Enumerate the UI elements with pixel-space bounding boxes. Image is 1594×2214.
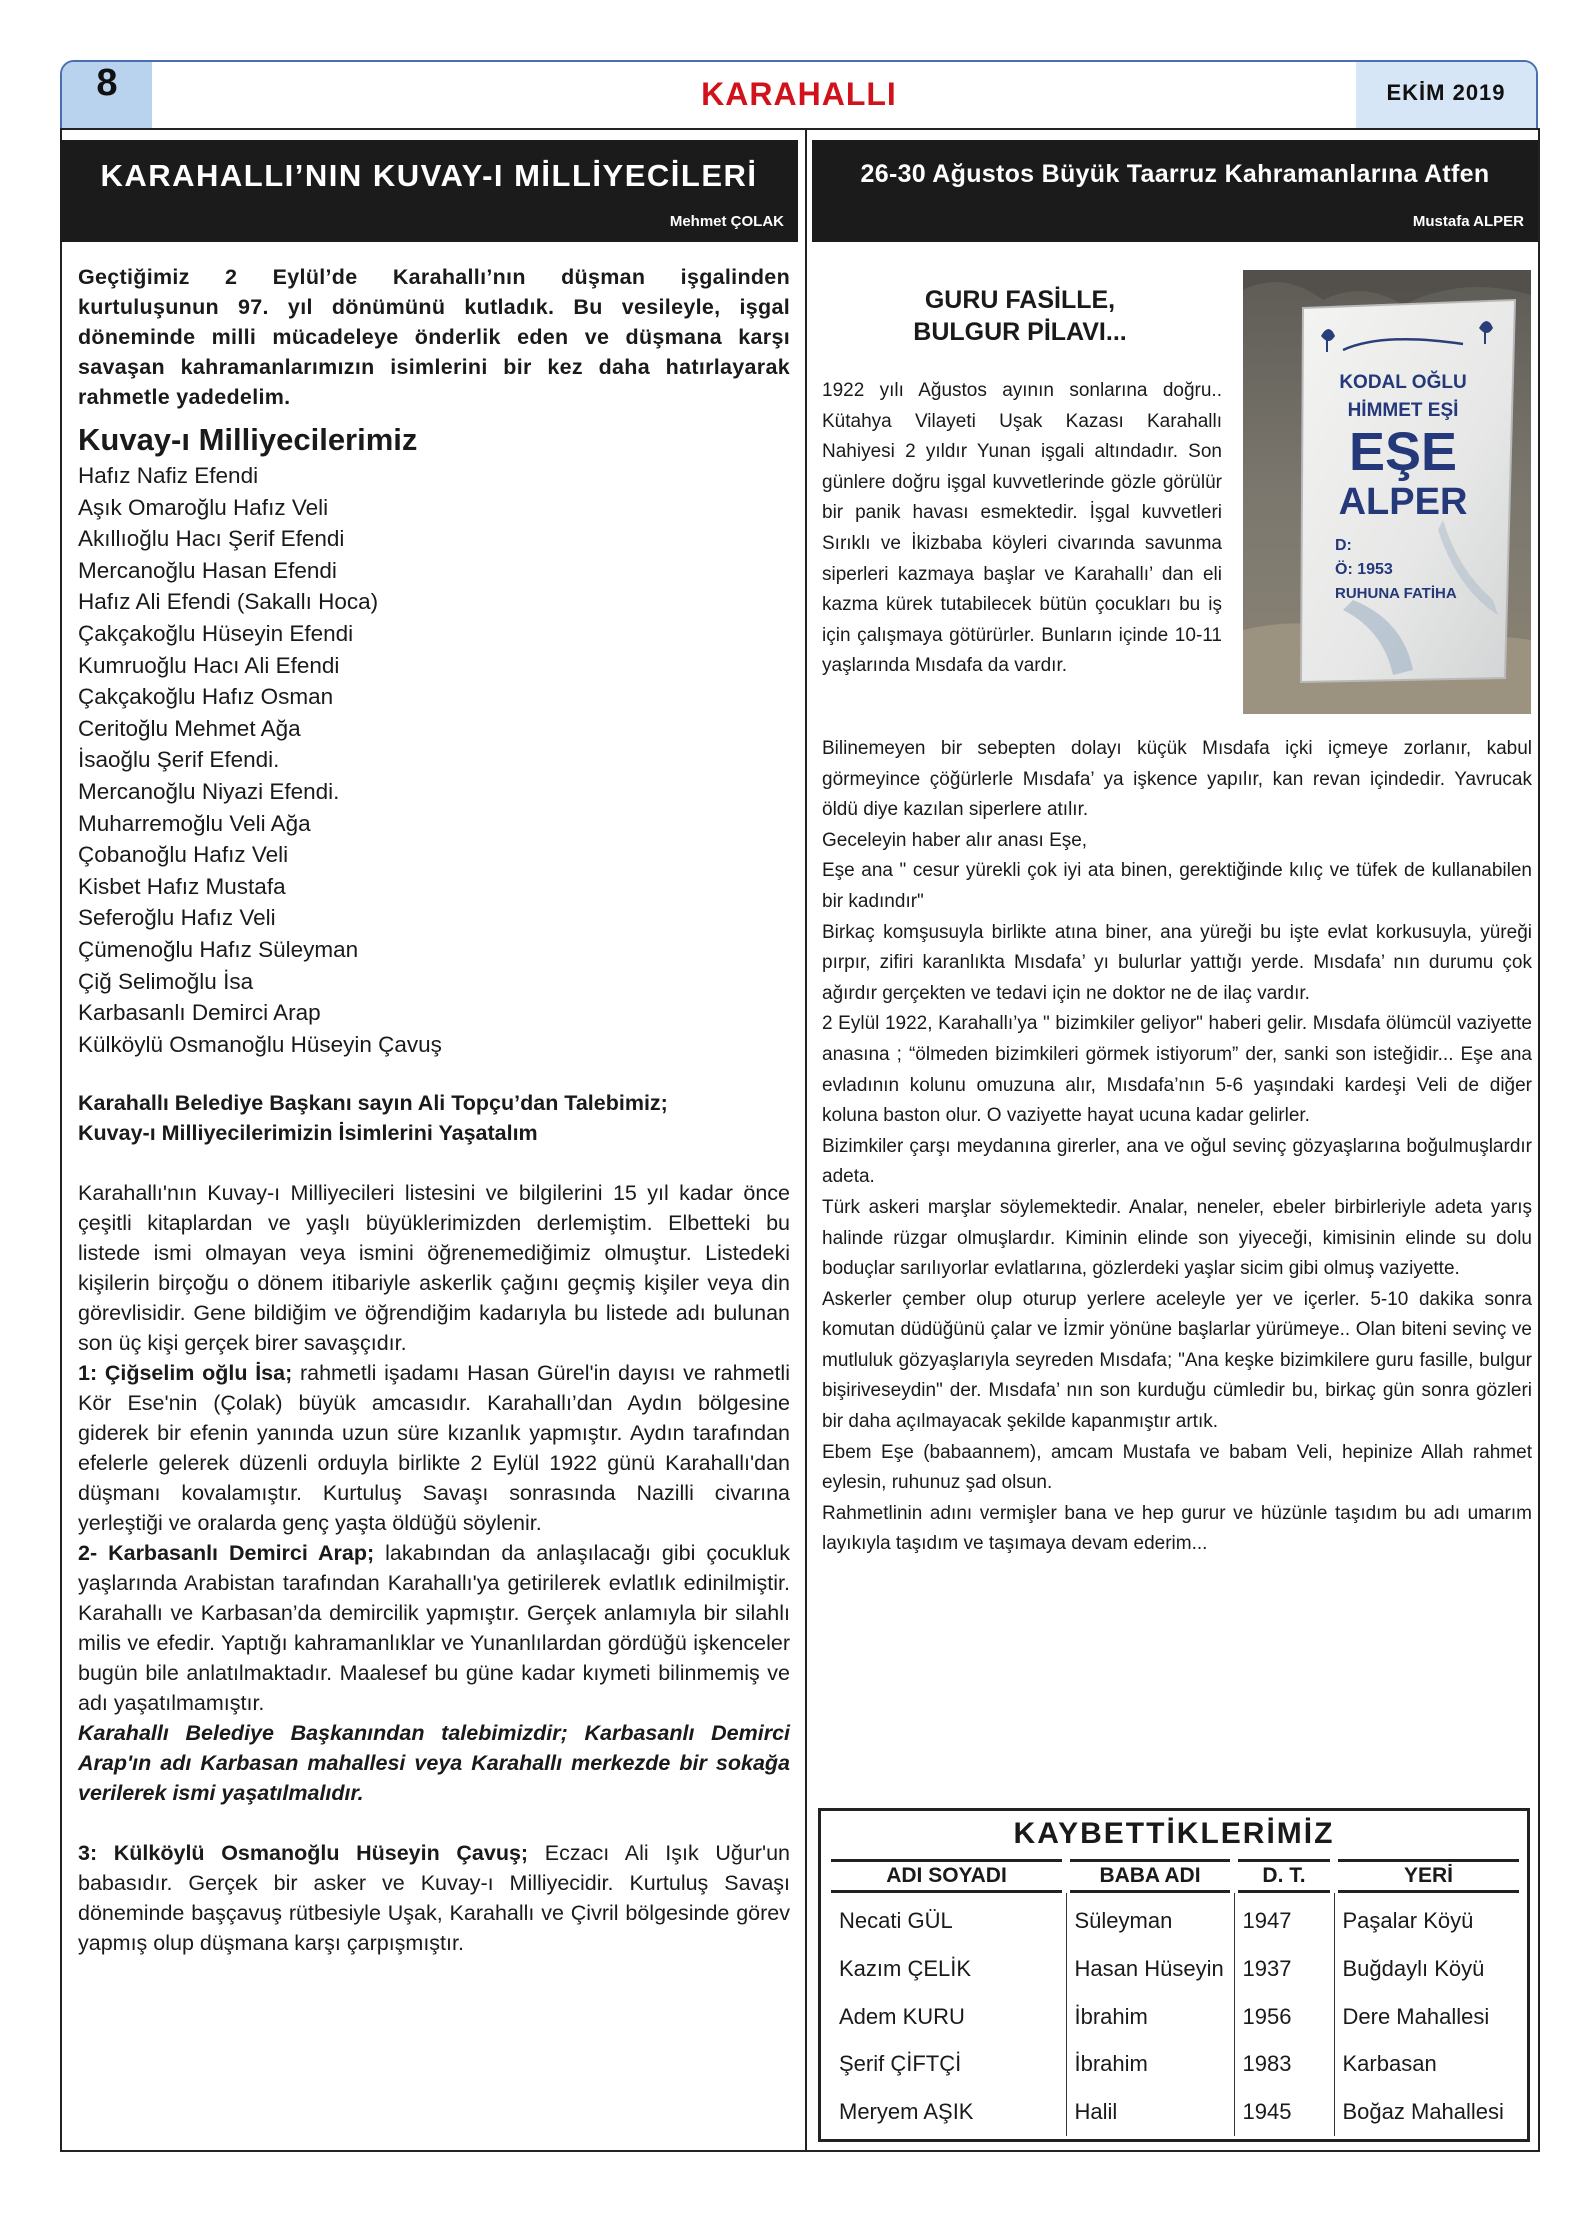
table-cell: 1947 bbox=[1234, 1892, 1334, 1945]
left-article-title: KARAHALLI’NIN KUVAY-I MİLLİYECİLERİ bbox=[100, 158, 758, 193]
table-cell: Dere Mahallesi bbox=[1334, 1993, 1519, 2041]
story-title-line-2: BULGUR PİLAVI... bbox=[913, 318, 1127, 346]
list-item: Hafız Ali Efendi (Sakallı Hoca) bbox=[78, 589, 379, 615]
item-2 bbox=[78, 1538, 790, 1718]
stone-line-5: D: bbox=[1335, 537, 1352, 554]
item-2-request-text: Karahallı Belediye Başkanından talebimizdir; Karbasanlı Demirci Arap'ın adı Karbasan mahallesi veya Karahallı merkezde bir sokağa verilerek ismi yaşatılmalıdır. bbox=[78, 1721, 790, 1806]
list-item: Hafız Nafiz Efendi bbox=[78, 463, 259, 488]
list-item: Mercanoğlu Niyazi Efendi. bbox=[78, 778, 340, 804]
item-3-label: 3: Külköylü Osmanoğlu Hüseyin Çavuş; bbox=[78, 1841, 529, 1866]
request-heading bbox=[78, 1088, 790, 1148]
story-paragraph: Birkaç komşusuyla birlikte atına biner, ana yüreği bu işte evlat korkusuyla, yüreği pırpır, zifiri karanlıkta Mısdafa’ yı bulurlar yattığı yerde. Mısdafa’ nın durumu çok ağırdır gerçekten ve tedavi için ne doktor ne de ilaç vardır. bbox=[822, 921, 1532, 1004]
story-title-line-1: GURU FASİLLE, bbox=[924, 286, 1116, 314]
list-item: İsaoğlu Şerif Efendi. bbox=[78, 747, 280, 773]
left-article-author: Mehmet ÇOLAK bbox=[669, 213, 784, 230]
losses-header-cell: YERİ bbox=[1334, 1861, 1519, 1892]
stone-line-6: Ö: 1953 bbox=[1335, 561, 1393, 578]
losses-table-body bbox=[831, 1892, 1519, 2136]
table-cell: Paşalar Köyü bbox=[1334, 1892, 1519, 1945]
table-cell: 1983 bbox=[1234, 2040, 1334, 2088]
table-cell: Hasan Hüseyin bbox=[1066, 1945, 1234, 1993]
names-list bbox=[78, 460, 790, 1060]
right-article-banner bbox=[812, 140, 1538, 242]
losses-box bbox=[818, 1808, 1530, 2142]
table-cell: Buğdaylı Köyü bbox=[1334, 1945, 1519, 1993]
table-cell: Boğaz Mahallesi bbox=[1334, 2088, 1519, 2136]
right-article-author: Mustafa ALPER bbox=[1412, 213, 1524, 230]
table-cell: 1956 bbox=[1234, 1993, 1334, 2041]
page-header bbox=[60, 60, 1538, 130]
list-item: Muharremoğlu Veli Ağa bbox=[78, 810, 311, 836]
table-cell: Adem KURU bbox=[839, 2003, 965, 2029]
table-cell: Kazım ÇELİK bbox=[839, 1955, 972, 1981]
list-item: Seferoğlu Hafız Veli bbox=[78, 905, 276, 931]
table-cell: 1937 bbox=[1234, 1945, 1334, 1993]
story-lead: 1922 yılı Ağustos ayının sonlarına doğru.. Kütahya Vilayeti Uşak Kazası Karahallı Nahiyesi 2 yıldır Yunan işgali altındadır. Son günlere doğru işgal kuvvetlerinde gözle görülür bir panik havası esmektedir. İşgal kuvvetleri Sırıklı ve İkizbaba köyleri civarında savunma siperleri kazmaya başlar ve Karahallı’ dan eli kazma kürek tutabilecek bütün çocukları bu iş için çalışmaya götürürler. Bunların içinde 10-11 yaşlarında Mısdafa da vardır. bbox=[822, 380, 1222, 677]
table-cell: Karbasan bbox=[1334, 2040, 1519, 2088]
item-2-request bbox=[78, 1718, 790, 1808]
table-row bbox=[831, 2040, 1519, 2088]
left-article-intro: Geçtiğimiz 2 Eylül’de Karahallı’nın düşman işgalinden kurtuluşunun 97. yıl dönümünü kutladık. Bu vesileyle, işgal döneminde milli mücadeleye önderlik eden ve düşmana karşı savaşan kahramanlarımızın isimlerini bir kez daha hatırlayarak rahmetle yadedelim. bbox=[78, 265, 790, 409]
losses-title: KAYBETTİKLERİMİZ bbox=[1013, 1817, 1335, 1850]
left-article-body bbox=[78, 262, 790, 1958]
table-cell: İbrahim bbox=[1066, 2040, 1234, 2088]
list-item: Çümenoğlu Hafız Süleyman bbox=[78, 936, 359, 962]
issue-date: EKİM 2019 bbox=[1386, 80, 1506, 105]
list-item: Karbasanlı Demirci Arap bbox=[78, 1000, 321, 1026]
item-3-text: Eczacı Ali Işık Uğur'un babasıdır. Gerçek bir asker ve Kuvay-ı Milliyecidir. Kurtuluş Savaşı döneminde başçavuş rütbesiyle Uşak, Karahallı ve Çivril bölgesinde görev yapmış olup düşmana karşı çarpışmıştır. bbox=[78, 1841, 790, 1956]
table-cell: Meryem AŞIK bbox=[839, 2099, 974, 2125]
list-item: Külköylü Osmanoğlu Hüseyin Çavuş bbox=[78, 1031, 442, 1057]
item-2-label: 2- Karbasanlı Demirci Arap; bbox=[78, 1541, 375, 1566]
story-paragraph: Rahmetlinin adını vermişler bana ve hep gurur ve hüzünle taşıdım bu adı umarım layıkıyla taşıdım ve taşımaya devam ederim... bbox=[822, 1502, 1532, 1555]
column-divider bbox=[805, 128, 807, 2152]
story-title bbox=[820, 284, 1220, 348]
item-1 bbox=[78, 1358, 790, 1538]
list-item: Akıllıoğlu Hacı Şerif Efendi bbox=[78, 526, 345, 552]
table-cell: Süleyman bbox=[1066, 1892, 1234, 1945]
page-number: 8 bbox=[96, 62, 118, 104]
table-row bbox=[831, 1993, 1519, 2041]
list-item: Çiğ Selimoğlu İsa bbox=[78, 968, 254, 994]
list-item: Çakçakoğlu Hafız Osman bbox=[78, 684, 334, 710]
story-paragraph: Ebem Eşe (babaannem), amcam Mustafa ve babam Veli, hepinize Allah rahmet eylesin, ruhunuz şad olsun. bbox=[822, 1441, 1532, 1494]
list-item: Aşık Omaroğlu Hafız Veli bbox=[78, 494, 329, 520]
table-cell: 1945 bbox=[1234, 2088, 1334, 2136]
left-article-banner bbox=[60, 140, 798, 242]
list-item: Çakçakoğlu Hüseyin Efendi bbox=[78, 620, 354, 646]
losses-header-cell: BABA ADI bbox=[1066, 1861, 1234, 1892]
table-cell: Halil bbox=[1066, 2088, 1234, 2136]
story-paragraph: 2 Eylül 1922, Karahallı’ya " bizimkiler geliyor" haberi gelir. Mısdafa ölümcül vaziyette anasına ; “ölmeden bizimkileri görmek istiyorum” der, sanki son isteğidir... Eşe ana evladının kolunu omuzuna alır, Mısdafa’nın 5-6 yaşındaki kardeşi Veli de diğer koluna baston olur. O vaziyette hayat ucuna kadar gelirler. bbox=[822, 1013, 1532, 1127]
story-paragraph: Geceleyin haber alır anası Eşe, bbox=[822, 829, 1088, 851]
table-row bbox=[831, 2088, 1519, 2136]
list-item: Çobanoğlu Hafız Veli bbox=[78, 842, 289, 868]
table-row bbox=[831, 1945, 1519, 1993]
stone-line-7: RUHUNA FATİHA bbox=[1335, 585, 1457, 602]
losses-header-cell: ADI SOYADI bbox=[831, 1861, 1066, 1892]
item-3 bbox=[78, 1838, 790, 1958]
story-paragraph: Eşe ana " cesur yürekli çok iyi ata binen, gerektiğinde kılıç ve tüfek de kullanabilen bir kadındır" bbox=[822, 860, 1532, 912]
losses-header-cell: D. T. bbox=[1234, 1861, 1334, 1892]
story-paragraph: Bilinemeyen bir sebepten dolayı küçük Mısdafa içki içmeye zorlanır, kabul görmeyince çöğürlerle Mısdafa’ ya işkence yapılır, kan revan içindedir. Yavrucak öldü diye kazılan siperlere atılır. bbox=[822, 738, 1532, 821]
newspaper-name: KARAHALLI bbox=[701, 76, 897, 112]
story-paragraph: Türk askeri marşlar söylemektedir. Analar, neneler, ebeler birbirleriyle adeta yarış halinde rüzgar olmuşlardır. Kiminin elinde son yiyeceği, kimisinin elinde su dolu boduçlar sarılıyorlar evlatlarına, gözlerdeki yaşlar sicim gibi olmuş vaziyette. bbox=[822, 1196, 1532, 1280]
item-2-text: lakabından da anlaşılacağı gibi çocukluk yaşlarında Arabistan tarafından Karahallı'ya getirilerek evlatlık edinilmiştir. Karahallı ve Karbasan’da demircilik yapmıştır. Gerçek anlamıyla bir silahlı milis ve efedir. Yaptığı kahramanlıklar ve Yunanlılardan gördüğü işkenceler bugün bile anlatılmaktadır. Maalesef bu güne kadar kıymeti bilinmemiş ve adı yaşatılmamıştır. bbox=[78, 1541, 791, 1716]
stone-line-1: KODAL OĞLU bbox=[1339, 372, 1467, 393]
request-line-1: Karahallı Belediye Başkanı sayın Ali Topçu’dan Talebimiz; bbox=[78, 1091, 668, 1116]
list-item: Ceritoğlu Mehmet Ağa bbox=[78, 715, 301, 741]
stone-line-2: HİMMET EŞİ bbox=[1347, 400, 1459, 421]
names-list-title: Kuvay-ı Milliyecilerimiz bbox=[78, 422, 418, 457]
story-paragraph: Bizimkiler çarşı meydanına girerler, ana ve oğul sevinç gözyaşlarına boğulmuşlardır adeta. bbox=[822, 1135, 1532, 1188]
left-article-paragraph: Karahallı'nın Kuvay-ı Milliyecileri listesini ve bilgilerini 15 yıl kadar önce çeşitli kitaplardan ve yaşlı büyüklerimizden derlemiştim. Elbetteki bu listede ismi olmayan veya ismini öğrenemediğimiz olmuştur. Listedeki kişilerin birçoğu o dönem itibariyle askerlik çağını geçmiş kişiler veya din görevlisidir. Gene bildiğim ve öğrendiğim kadarıyla bu listede adı bulunan son üç kişi gerçek birer savaşçıdır. bbox=[78, 1181, 790, 1356]
list-item: Kisbet Hafız Mustafa bbox=[78, 873, 286, 899]
table-cell: İbrahim bbox=[1066, 1993, 1234, 2041]
gravestone-illustration bbox=[1243, 270, 1531, 714]
right-article-title: 26-30 Ağustos Büyük Taarruz Kahramanlarına Atfen bbox=[860, 160, 1490, 188]
list-item: Mercanoğlu Hasan Efendi bbox=[78, 557, 337, 583]
losses-table bbox=[831, 1859, 1519, 2136]
request-line-2: Kuvay-ı Milliyecilerimizin İsimlerini Yaşatalım bbox=[78, 1121, 538, 1146]
table-cell: Necati GÜL bbox=[839, 1908, 953, 1933]
item-1-label: 1: Çiğselim oğlu İsa; bbox=[78, 1361, 293, 1386]
gravestone-photo bbox=[1243, 270, 1531, 714]
losses-header-row bbox=[831, 1861, 1519, 1892]
story-paragraph: Askerler çember olup oturup yerlere aceleyle yer ve içerler. 5-10 dakika sonra komutan düdüğünü çalar ve İzmir yönüne başlarlar yürümeye.. Olan biteni sevinç ve mutluluk gözyaşlarıyla seyreden Mısdafa; "Ana keşke bizimkilere guru fasille, bulgur bişiriveseydin" der. Mısdafa’ nın son kurduğu cümledir bu, birkaç gün sonra gözleri bir daha açılmayacak şekilde kapanmıştır artık. bbox=[822, 1288, 1532, 1433]
table-row bbox=[831, 1892, 1519, 1945]
list-item: Kumruoğlu Hacı Ali Efendi bbox=[78, 652, 340, 678]
stone-line-3: EŞE bbox=[1348, 422, 1458, 482]
item-1-text: rahmetli işadamı Hasan Gürel'in dayısı ve rahmetli Kör Ese'nin (Çolak) büyük amcasıdır. Karahallı’dan Aydın bölgesine giderek bir efenin yanında uzun süre kızanlık yapmıştır. Aydın tarafından efelerle gelerek düzenli orduyla birlikte 2 Eylül 1922 günü Karahallı'dan düşmanı kovalamıştır. Kurtuluş Savaşı sonrasında Nazilli civarına yerleştiği ve oralarda genç yaşta öldüğü söylenir. bbox=[78, 1361, 790, 1536]
table-cell: Şerif ÇİFTÇİ bbox=[839, 2051, 962, 2077]
story-body bbox=[822, 734, 1532, 1560]
stone-line-4: ALPER bbox=[1338, 481, 1468, 523]
